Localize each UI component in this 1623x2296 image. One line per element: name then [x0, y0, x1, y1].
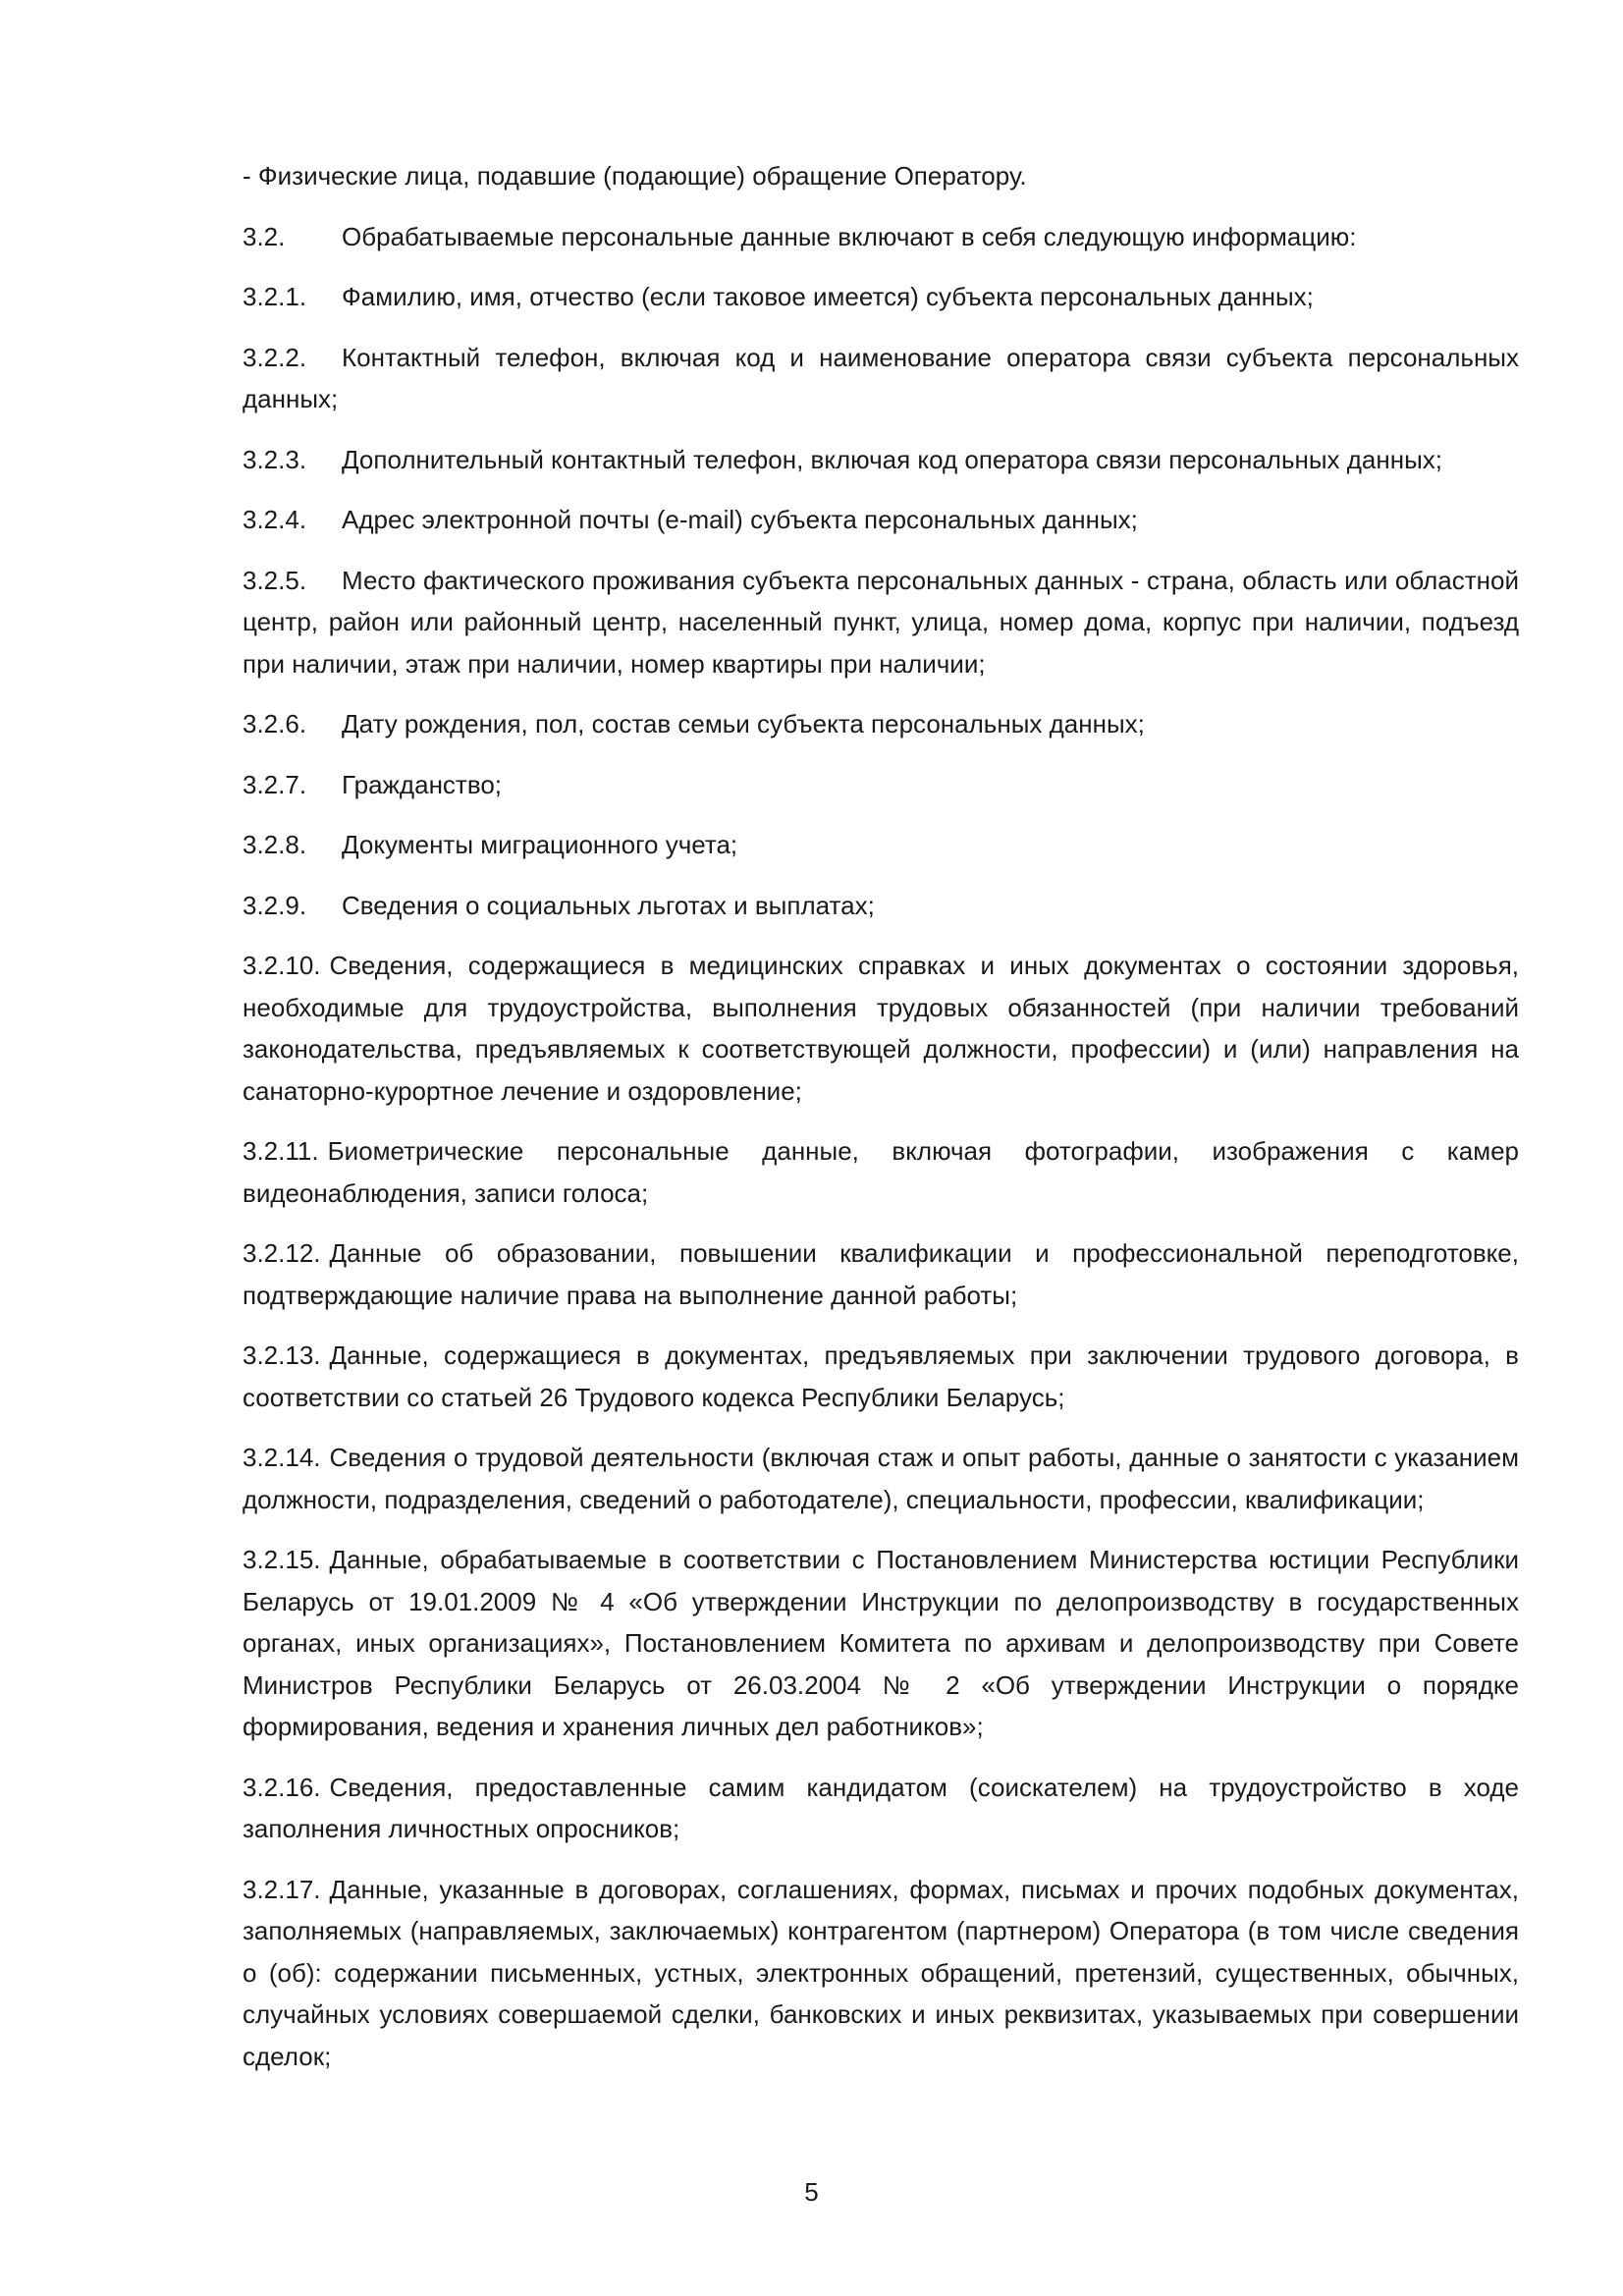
paragraph-text: Место фактического проживания субъекта персональных данных - страна, область или областной центр, район или районный центр, населенный пункт, улица, номер дома, корпус при наличии, подъезд при наличии, этаж при наличии, номер квартиры при наличии;	[243, 565, 1519, 679]
paragraph-number: 3.2.14.	[243, 1443, 321, 1472]
paragraph-number: 3.2.12.	[243, 1238, 321, 1268]
paragraph-number: 3.2.6.	[243, 709, 307, 738]
page-number: 5	[804, 2177, 819, 2207]
paragraph-text: Адрес электронной почты (e-mail) субъекта персональных данных;	[342, 505, 1138, 534]
paragraph-3-2-3	[243, 439, 1519, 481]
paragraph-text: Биометрические персональные данные, включая фотографии, изображения с камер видеонаблюдения, записи голоса;	[243, 1136, 1519, 1208]
paragraph-3-2-9	[243, 885, 1519, 927]
paragraph-number: 3.2.8.	[243, 830, 307, 859]
paragraph-text: - Физические лица, подавшие (подающие) обращение Оператору.	[243, 161, 1027, 191]
paragraph-number: 3.2.4.	[243, 505, 307, 534]
paragraph-3-2-8	[243, 824, 1519, 866]
paragraph-3-2-7	[243, 764, 1519, 806]
paragraph-text: Фамилию, имя, отчество (если таковое имеется) субъекта персональных данных;	[342, 282, 1314, 311]
paragraph-3-2-15	[243, 1539, 1519, 1748]
document-body	[243, 155, 1519, 2096]
paragraph-3-2-12	[243, 1232, 1519, 1316]
paragraph-3-2-11	[243, 1130, 1519, 1214]
paragraph-number: 3.2.15.	[243, 1545, 321, 1574]
paragraph-text: Сведения о трудовой деятельности (включая стаж и опыт работы, данные о занятости с указанием должности, подразделения, сведений о работодателе), специальности, профессии, квалификации;	[243, 1443, 1519, 1514]
paragraph-number: 3.2.17.	[243, 1874, 321, 1904]
paragraph-3-2-6	[243, 703, 1519, 745]
paragraph-text: Документы миграционного учета;	[342, 830, 738, 859]
paragraph-text: Дополнительный контактный телефон, включая код оператора связи персональных данных;	[342, 444, 1443, 474]
paragraph-text: Данные об образовании, повышении квалификации и профессиональной переподготовке, подтверждающие наличие права на выполнение данной работы;	[243, 1238, 1519, 1310]
paragraph-text: Дату рождения, пол, состав семьи субъекта персональных данных;	[342, 709, 1145, 738]
paragraph-number: 3.2.2.	[243, 342, 307, 372]
paragraph-3-2-5	[243, 560, 1519, 685]
paragraph-3-2-16	[243, 1767, 1519, 1850]
paragraph-text: Контактный телефон, включая код и наименование оператора связи субъекта персональных данных;	[243, 342, 1519, 413]
paragraph-text: Гражданство;	[342, 769, 503, 799]
paragraph-3-2-2	[243, 337, 1519, 420]
paragraph-text: Данные, обрабатываемые в соответствии с Постановлением Министерства юстиции Республики Беларусь от 19.01.2009 № 4 «Об утверждении Инструкции по делопроизводству в государственных органах, иных организациях», Постановлением Комитета по архивам и делопроизводству при Совете Министров Республики Беларусь от 26.03.2004 № 2 «Об утверждении Инструкции о порядке формирования, ведения и хранения личных дел работников»;	[243, 1545, 1519, 1741]
paragraph-text: Данные, указанные в договорах, соглашениях, формах, письмах и прочих подобных документах, заполняемых (направляемых, заключаемых) контрагентом (партнером) Оператора (в том числе сведения о (об): содержании письменных, устных, электронных обращений, претензий, существенных, обычных, случайных условиях совершаемой сделки, банковских и иных реквизитах, указываемых при совершении сделок;	[243, 1874, 1519, 2071]
paragraph-number: 3.2.13.	[243, 1340, 321, 1370]
paragraph-physical-persons	[243, 155, 1519, 197]
paragraph-number: 3.2.	[243, 221, 286, 251]
paragraph-number: 3.2.1.	[243, 282, 307, 311]
paragraph-3-2-13	[243, 1335, 1519, 1418]
paragraph-number: 3.2.16.	[243, 1772, 321, 1802]
paragraph-3-2	[243, 216, 1519, 258]
paragraph-3-2-4	[243, 499, 1519, 541]
paragraph-3-2-1	[243, 276, 1519, 318]
paragraph-text: Обрабатываемые персональные данные включают в себя следующую информацию:	[342, 221, 1357, 251]
paragraph-3-2-10	[243, 945, 1519, 1112]
paragraph-number: 3.2.10.	[243, 951, 321, 980]
paragraph-number: 3.2.5.	[243, 565, 307, 595]
paragraph-number: 3.2.11.	[243, 1136, 319, 1166]
paragraph-number: 3.2.7.	[243, 769, 307, 799]
paragraph-text: Сведения о социальных льготах и выплатах;	[342, 890, 875, 920]
paragraph-number: 3.2.3.	[243, 444, 307, 474]
paragraph-3-2-17	[243, 1869, 1519, 2078]
paragraph-text: Сведения, предоставленные самим кандидатом (соискателем) на трудоустройство в ходе заполнения личностных опросников;	[243, 1772, 1519, 1843]
paragraph-text: Сведения, содержащиеся в медицинских справках и иных документах о состоянии здоровья, необходимые для трудоустройства, выполнения трудовых обязанностей (при наличии требований законодательства, предъявляемых к соответствующей должности, профессии) и (или) направления на санаторно-курортное лечение и оздоровление;	[243, 951, 1519, 1106]
paragraph-number: 3.2.9.	[243, 890, 307, 920]
paragraph-text: Данные, содержащиеся в документах, предъявляемых при заключении трудового договора, в соответствии со статьей 26 Трудового кодекса Республики Беларусь;	[243, 1340, 1519, 1412]
paragraph-3-2-14	[243, 1437, 1519, 1520]
